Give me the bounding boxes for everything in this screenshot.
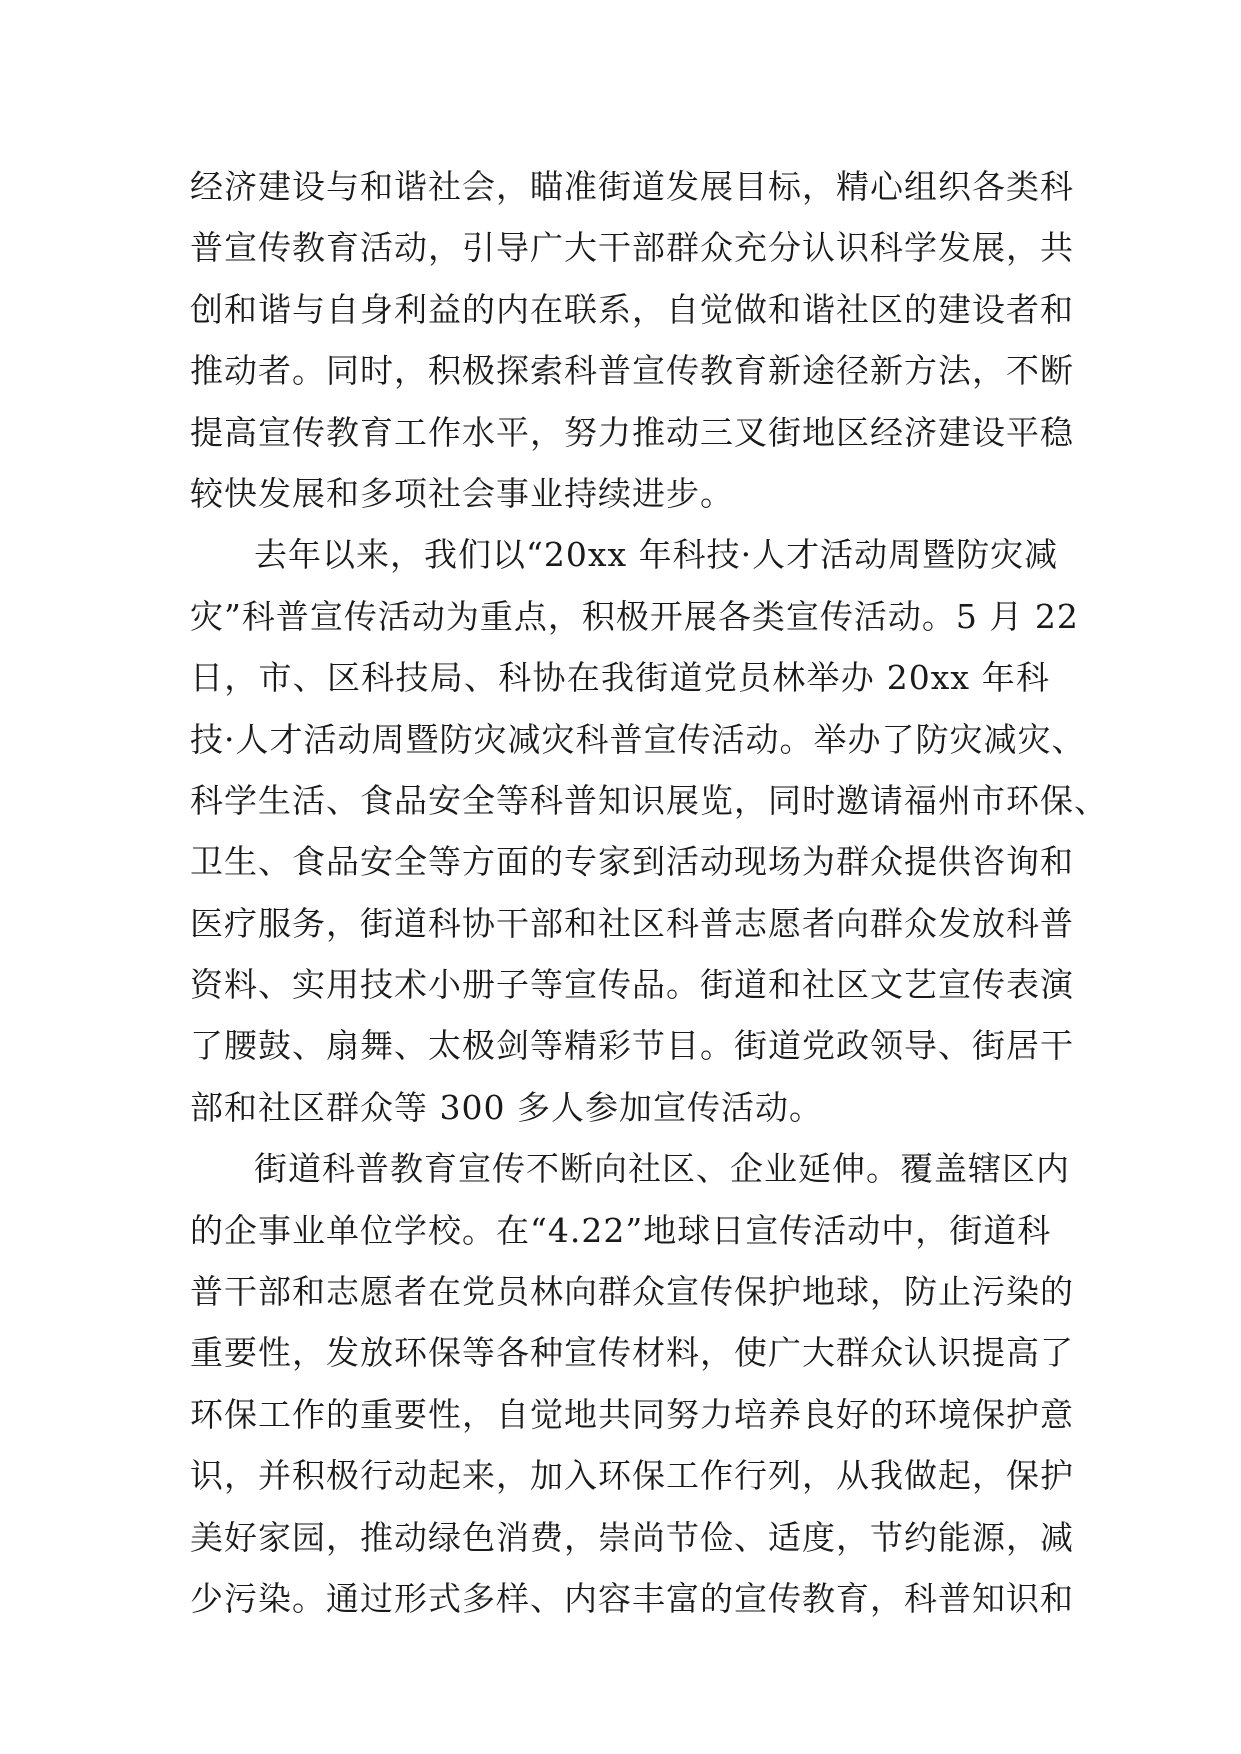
paragraph-1 <box>190 156 1074 524</box>
text-line: 识，并积极行动起来，加入环保工作行列，从我做起，保护 <box>190 1456 1074 1496</box>
text-line: 少污染。通过形式多样、内容丰富的宣传教育，科普知识和 <box>190 1578 1074 1618</box>
text-line: 普宣传教育活动，引导广大干部群众充分认识科学发展，共 <box>190 228 1074 268</box>
text-line: 经济建设与和谐社会，瞄准街道发展目标，精心组织各类科 <box>190 167 1074 206</box>
text-line: 技·人才活动周暨防灾减灾科普宣传活动。举办了防灾减灾、 <box>190 719 1086 759</box>
text-line: 普干部和志愿者在党员林向群众宣传保护地球，防止污染的 <box>190 1272 1074 1312</box>
text-line: 创和谐与自身利益的内在联系，自觉做和谐社区的建设者和 <box>190 289 1074 329</box>
document-body <box>190 156 1108 1629</box>
text-line: 的企事业单位学校。在“4.22”地球日宣传活动中，街道科 <box>190 1210 1052 1250</box>
paragraph-2 <box>190 524 1108 1138</box>
text-line: 去年以来，我们以“20xx 年科技·人才活动周暨防灾减 <box>254 535 1059 575</box>
text-line: 提高宣传教育工作水平，努力推动三叉街地区经济建设平稳 <box>190 412 1074 452</box>
text-line: 环保工作的重要性，自觉地共同努力培养良好的环境保护意 <box>190 1394 1074 1434</box>
text-line: 部和社区群众等 300 多人参加宣传活动。 <box>190 1087 823 1127</box>
text-line: 街道科普教育宣传不断向社区、企业延伸。覆盖辖区内 <box>254 1149 1070 1189</box>
paragraph-3 <box>190 1138 1074 1629</box>
text-line: 医疗服务，街道科协干部和社区科普志愿者向群众发放科普 <box>190 903 1074 943</box>
text-line: 美好家园，推动绿色消费，崇尚节俭、适度，节约能源，减 <box>190 1517 1074 1557</box>
text-line: 灾”科普宣传活动为重点，积极开展各类宣传活动。5 月 22 <box>190 596 1079 636</box>
text-line: 卫生、食品安全等方面的专家到活动现场为群众提供咨询和 <box>190 842 1074 882</box>
text-line: 资料、实用技术小册子等宣传品。街道和社区文艺宣传表演 <box>190 965 1074 1005</box>
text-line: 了腰鼓、扇舞、太极剑等精彩节目。街道党政领导、街居干 <box>190 1026 1074 1066</box>
text-line: 推动者。同时，积极探索科普宣传教育新途径新方法，不断 <box>190 351 1074 391</box>
text-line: 日，市、区科技局、科协在我街道党员林举办 20xx 年科 <box>190 658 1050 698</box>
text-line: 较快发展和多项社会事业持续进步。 <box>190 473 734 513</box>
text-line: 重要性，发放环保等各种宣传材料，使广大群众认识提高了 <box>190 1333 1074 1373</box>
text-line: 科学生活、食品安全等科普知识展览，同时邀请福州市环保、 <box>190 780 1108 820</box>
